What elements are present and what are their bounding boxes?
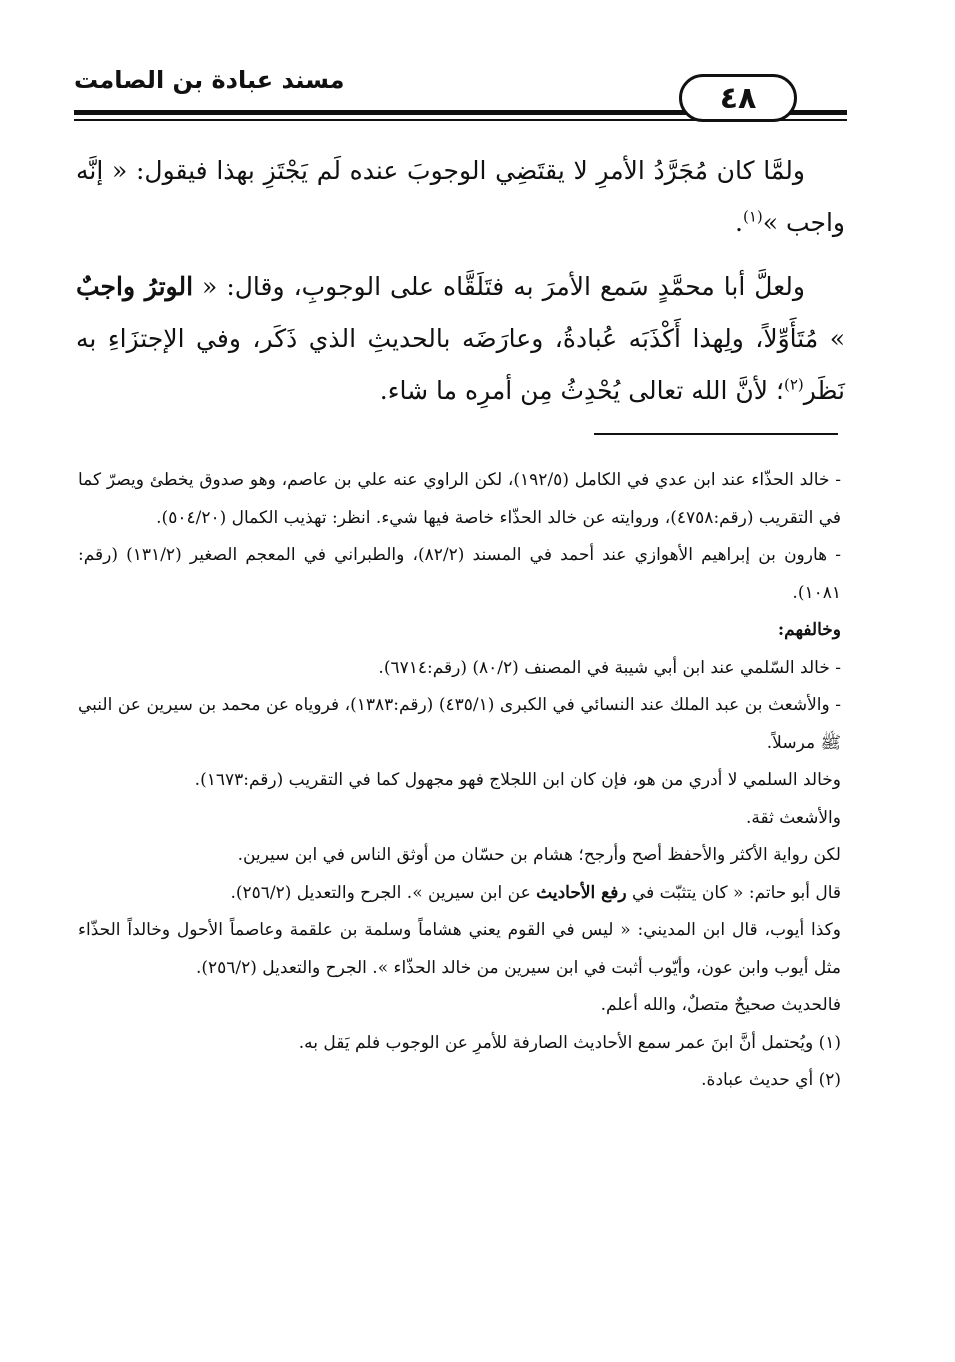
- note-text: عن ابن سيرين ». الجرح والتعديل (٢٥٦/٢).: [230, 882, 531, 903]
- main-paragraph-1: [76, 145, 845, 249]
- note-line: وكذا أيوب، قال ابن المديني: « ليس في القوم يعني هشاماً وسلمة بن علقمة وعاصماً الأحول وخالداً الحذّاء مثل أيوب وابن عون، وأيّوب أثبت في ابن سيرين من خالد الحذّاء ». الجرح والتعديل (٢٥٦/٢).: [78, 920, 841, 978]
- footnote-1: (١) ويُحتمل أنَّ ابنَ عمر سمع الأحاديث الصارفة للأمرِ عن الوجوب فلم يَقل به.: [298, 1032, 841, 1053]
- footnote-ref-1: (١): [742, 207, 763, 226]
- main-paragraph-2-text-a: ولعلَّ أبا محمَّدٍ سَمع الأمرَ به فتَلَقَّاه على الوجوبِ، وقال: «: [202, 272, 805, 301]
- note-line: - والأشعث بن عبد الملك عند النسائي في الكبرى (٤٣٥/١) (رقم:١٣٨٣)، فروياه عن محمد بن سيرين عن النبي ﷺ مرسلاً.: [78, 695, 841, 753]
- note-line: [78, 875, 841, 913]
- quoted-phrase: الوترُ واجبٌ: [76, 272, 194, 301]
- note-line: فالحديث صحيحٌ متصلٌ، والله أعلم.: [600, 995, 841, 1015]
- note-line: والأشعث ثقة.: [745, 807, 841, 828]
- note-line: - هارون بن إبراهيم الأهوازي عند أحمد في المسند (٨٢/٢)، والطبراني في المعجم الصغير (١٣١/٢) (رقم: ١٠٨١).: [78, 545, 842, 603]
- note-line: - خالد السّلمي عند ابن أبي شيبة في المصنف (٨٠/٢) (رقم:٦٧١٤).: [378, 657, 841, 678]
- note-heading: وخالفهم:: [777, 620, 841, 640]
- running-title: مسند عبادة بن الصامت: [74, 66, 345, 94]
- main-paragraph-2-text-b: » مُتَأَوِّلاً، ولِهذا أَكْذَبَه عُبادةُ، وعارَضَه بالحديثِ الذي ذَكَر، وفي الإجتزَاءِ به نَظَر: [76, 324, 845, 405]
- main-paragraph-2: [76, 261, 845, 417]
- footnote-2: (٢) أي حديث عبادة.: [701, 1070, 841, 1090]
- footnote-ref-2: (٢): [783, 375, 804, 394]
- main-text: [76, 145, 845, 417]
- page-number: ٤٨: [679, 74, 797, 122]
- footnotes: [78, 462, 841, 1100]
- page-header: [74, 58, 847, 128]
- note-text: قال أبو حاتم: « كان يتثبّت في: [631, 882, 841, 903]
- footnote-separator: [594, 433, 838, 435]
- note-line: - خالد الحذّاء عند ابن عدي في الكامل (١٩٢/٥)، لكن الراوي عنه علي بن عاصم، وهو صدوق يخطئ ويصرّ كما في التقريب (رقم:٤٧٥٨)، وروايته عن خالد الحذّاء خاصة فيها شيء. انظر: تهذيب الكمال (٥٠٤/٢٠).: [78, 470, 841, 528]
- main-paragraph-2-text-c: ؛ لأنَّ الله تعالى يُحْدِثُ مِن أمرِه ما شاء.: [379, 376, 784, 405]
- main-paragraph-1-end: .: [735, 208, 743, 237]
- note-line: وخالد السلمي لا أدري من هو، فإن كان ابن اللجلاج فهو مجهول كما في التقريب (رقم:١٦٧٣).: [194, 770, 841, 790]
- note-bold-phrase: رفع الأحاديث: [536, 882, 627, 903]
- main-paragraph-1-text: ولمَّا كان مُجَرَّدُ الأمرِ لا يقتَضِي الوجوبَ عنده لَم يَجْتَزِ بهذا فيقول: « إنَّه واجب »: [76, 156, 845, 237]
- note-line: لكن رواية الأكثر والأحفظ أصح وأرجح؛ هشام بن حسّان من أوثق الناس في ابن سيرين.: [237, 845, 841, 865]
